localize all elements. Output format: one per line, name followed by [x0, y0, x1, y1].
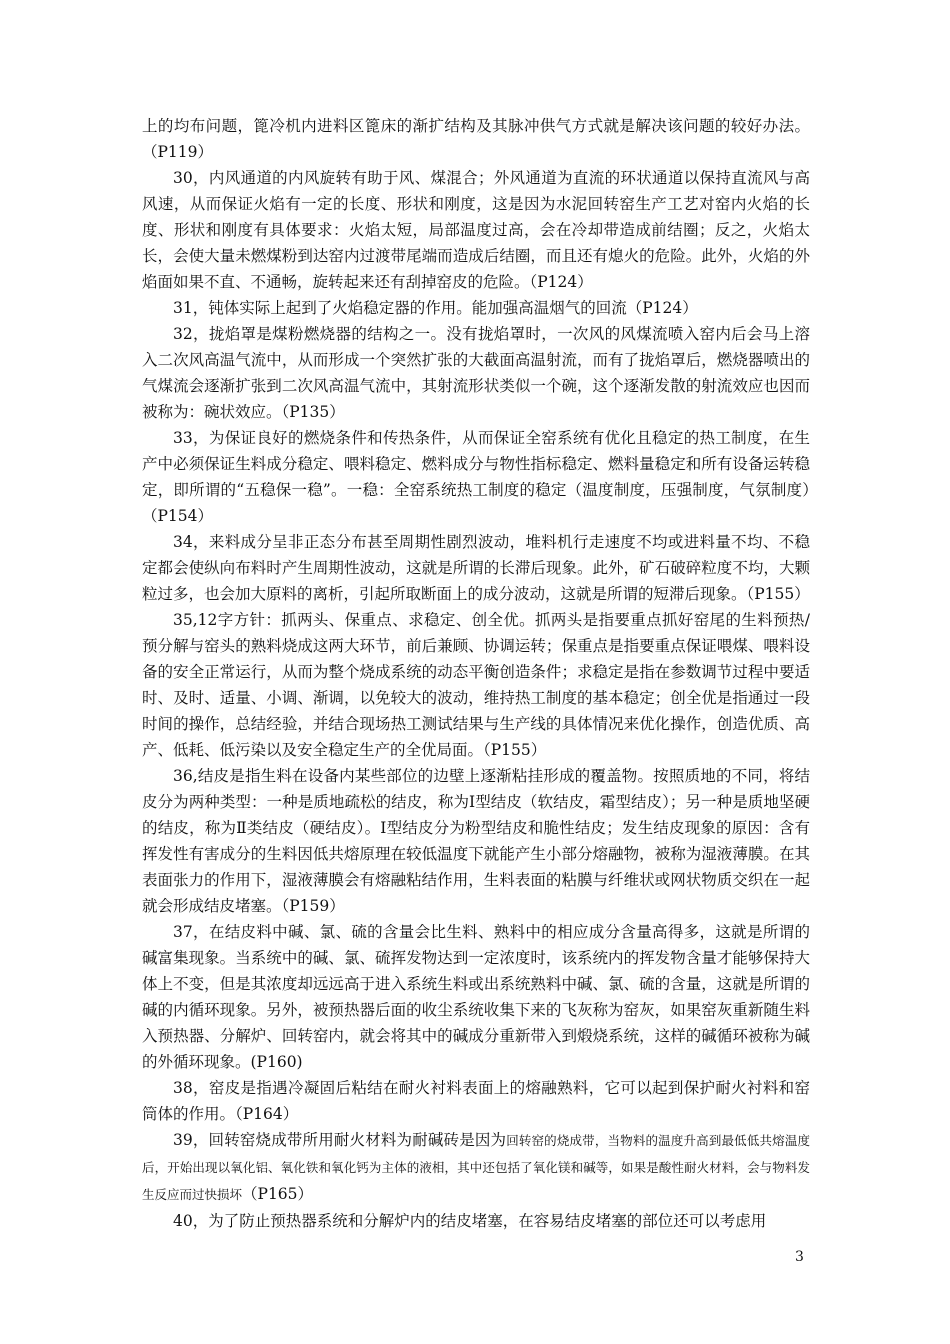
paragraph-30: 30，内风通道的内风旋转有助于风、煤混合；外风通道为直流的环状通道以保持直流风与高风速，从而保证火焰有一定的长度、形状和刚度，这是因为水泥回转窑生产工艺对窑内火焰的长度、形状和刚度有具体要求：火焰太短，局部温度过高，会在冷却带造成前结圈；反之，火焰太长，会使大量未燃煤粉到达窑内过渡带尾端而造成后结圈，而且还有熄火的危险。此外，火焰的外焰面如果不直、不通畅，旋转起来还有刮掉窑皮的危险。（P124） [142, 169, 810, 291]
paragraph-39-lead: 39，回转窑烧成带所用耐火材料为耐碱砖是因为 [173, 1131, 507, 1149]
paragraph-31: 31，钝体实际上起到了火焰稳定器的作用。能加强高温烟气的回流（P124） [173, 299, 698, 317]
paragraph-37: 37，在结皮料中碱、氯、硫的含量会比生料、熟料中的相应成分含量高得多，这就是所谓的碱富集现象。当系统中的碱、氯、硫挥发物达到一定浓度时，该系统内的挥发物含量才能够保持大体上不变，但是其浓度却远远高于进入系统生料或出系统熟料中碱、氯、硫的含量，这就是所谓的碱的内循环现象。另外，被预热器后面的收尘系统收集下来的飞灰称为窑灰，如果窑灰重新随生料入预热器、分解炉、回转窑内，就会将其中的碱成分重新带入到煅烧系统，这样的碱循环被称为碱的外循环现象。(P160) [142, 923, 810, 1071]
paragraph-continued: 上的均布问题，篦冷机内进料区篦床的渐扩结构及其脉冲供气方式就是解决该问题的较好办法。（P119） [142, 117, 810, 161]
paragraph-36: 36,结皮是指生料在设备内某些部位的边壁上逐渐粘挂形成的覆盖物。按照质地的不同，将结皮分为两种类型：一种是质地疏松的结皮，称为Ⅰ型结皮（软结皮，霜型结皮）；另一种是质地坚硬的结皮，称为Ⅱ类结皮（硬结皮）。Ⅰ型结皮分为粉型结皮和脆性结皮；发生结皮现象的原因：含有挥发性有害成分的生料因低共熔原理在较低温度下就能产生小部分熔融物，被称为湿液薄膜。在其表面张力的作用下，湿液薄膜会有熔融粘结作用，生料表面的粘膜与纤维状或网状物质交织在一起就会形成结皮堵塞。（P159） [142, 767, 810, 915]
paragraph-34: 34，来料成分呈非正态分布甚至周期性剧烈波动，堆料机行走速度不均或进料量不均、不稳定都会使纵向布料时产生周期性波动，这就是所谓的长滞后现象。此外，矿石破碎粒度不均，大颗粒过多，也会加大原料的离析，引起所取断面上的成分波动，这就是所谓的短滞后现象。（P155） [142, 533, 810, 603]
paragraph-39-reference: （P165） [242, 1185, 314, 1203]
page-number: 3 [795, 1249, 804, 1265]
paragraph-38: 38，窑皮是指遇冷凝固后粘结在耐火衬料表面上的熔融熟料，它可以起到保护耐火衬料和窑筒体的作用。（P164） [142, 1079, 810, 1123]
paragraph-35: 35,12字方针：抓两头、保重点、求稳定、创全优。抓两头是指要重点抓好窑尾的生料预热/预分解与窑头的熟料烧成这两大环节，前后兼顾、协调运转；保重点是指要重点保证喂煤、喂料设备的安全正常运行，从而为整个烧成系统的动态平衡创造条件；求稳定是指在参数调节过程中要适时、及时、适量、小调、渐调，以免较大的波动，维持热工制度的基本稳定；创全优是指通过一段时间的操作，总结经验，并结合现场热工测试结果与生产线的具体情况来优化操作，创造优质、高产、低耗、低污染以及安全稳定生产的全优局面。（P155） [142, 611, 810, 759]
paragraph-39 [142, 1127, 810, 1208]
paragraph-33: 33，为保证良好的燃烧条件和传热条件，从而保证全窑系统有优化且稳定的热工制度，在生产中必须保证生料成分稳定、喂料稳定、燃料成分与物性指标稳定、燃料量稳定和所有设备运转稳定，即所谓的“五稳保一稳”。一稳：全窑系统热工制度的稳定（温度制度，压强制度，气氛制度） （P154） [142, 429, 826, 525]
paragraph-40: 40，为了防止预热器系统和分解炉内的结皮堵塞，在容易结皮堵塞的部位还可以考虑用 [173, 1212, 767, 1230]
document-body [142, 113, 826, 1234]
paragraph-32: 32，拢焰罩是煤粉燃烧器的结构之一。没有拢焰罩时，一次风的风煤流喷入窑内后会马上溶入二次风高温气流中，从而形成一个突然扩张的大截面高温射流，而有了拢焰罩后，燃烧器喷出的气煤流会逐渐扩张到二次风高温气流中，其射流形状类似一个碗，这个逐渐发散的射流效应也因而被称为：碗状效应。（P135） [142, 325, 810, 421]
paragraph-39-detail: 回转窑的烧成带，当物料的温度升高到最低低共熔温度后，开始出现以氧化铝、氧化铁和氧化钙为主体的液相，其中还包括了氧化镁和碱等，如果是酸性耐火材料，会与物料发生反应而过快损坏 [142, 1133, 810, 1202]
